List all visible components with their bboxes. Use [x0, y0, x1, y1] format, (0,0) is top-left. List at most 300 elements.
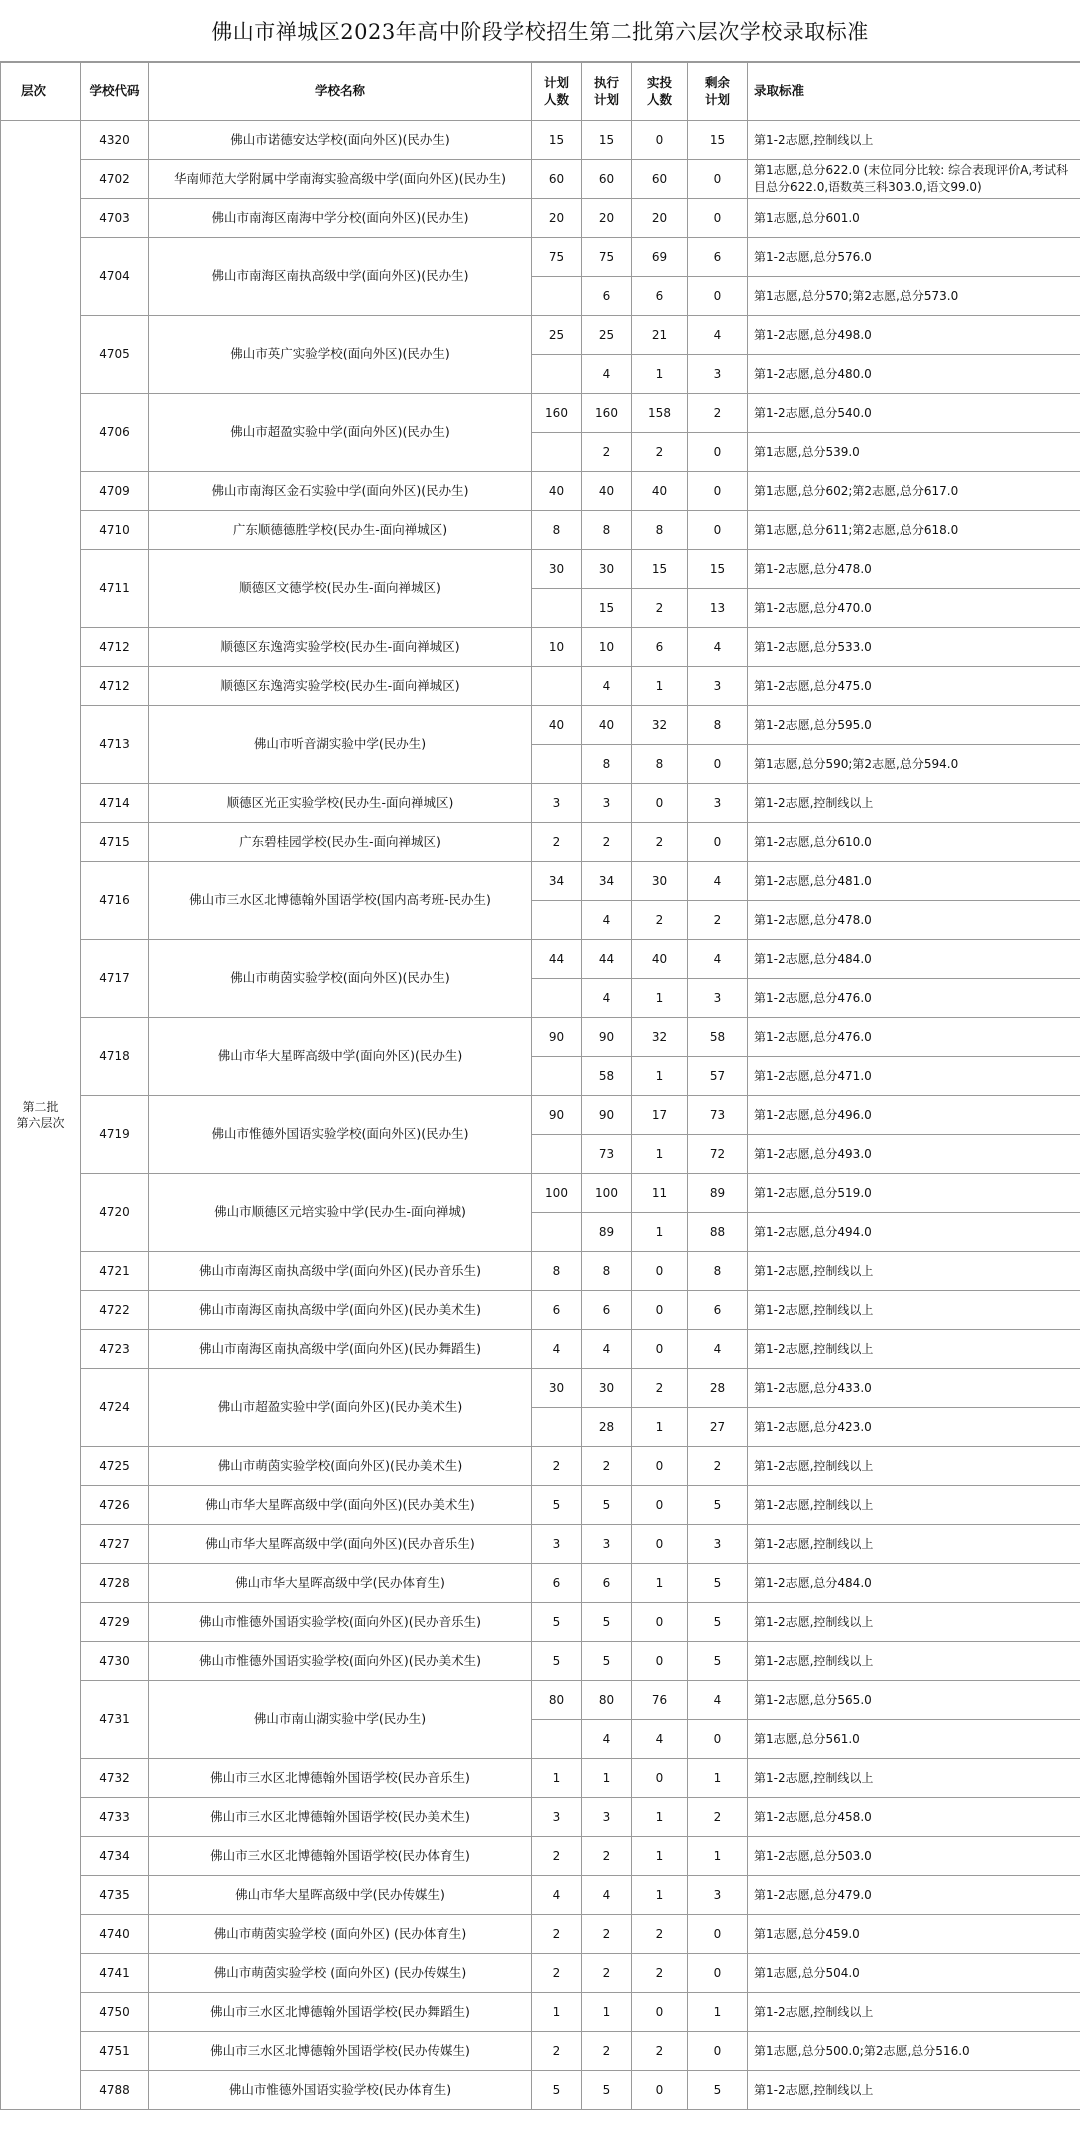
exec-plan: 40 — [582, 706, 632, 745]
header-exec: 执行 计划 — [582, 63, 632, 121]
remain-plan: 0 — [688, 199, 748, 238]
remain-plan: 4 — [688, 1330, 748, 1369]
table-row — [1, 2071, 1080, 2110]
plan-count: 80 — [532, 1681, 582, 1720]
actual-count: 76 — [632, 1681, 688, 1720]
table-row — [1, 1486, 1080, 1525]
admission-standard: 第1-2志愿,控制线以上 — [748, 1252, 1080, 1291]
school-name: 佛山市华大星晖高级中学(面向外区)(民办美术生) — [149, 1486, 532, 1525]
school-code: 4726 — [81, 1486, 149, 1525]
table-header-row — [1, 63, 1080, 121]
table-row — [1, 784, 1080, 823]
admission-standard: 第1-2志愿,总分433.0 — [748, 1369, 1080, 1408]
school-name: 顺德区文德学校(民办生-面向禅城区) — [149, 550, 532, 628]
actual-count: 6 — [632, 277, 688, 316]
actual-count: 0 — [632, 1291, 688, 1330]
admission-standard: 第1-2志愿,总分423.0 — [748, 1408, 1080, 1447]
school-name: 佛山市华大星晖高级中学(民办体育生) — [149, 1564, 532, 1603]
actual-count: 1 — [632, 1213, 688, 1252]
school-code: 4710 — [81, 511, 149, 550]
plan-count: 2 — [532, 1837, 582, 1876]
actual-count: 158 — [632, 394, 688, 433]
actual-count: 40 — [632, 472, 688, 511]
exec-plan: 60 — [582, 160, 632, 199]
school-name: 广东顺德德胜学校(民办生-面向禅城区) — [149, 511, 532, 550]
exec-plan: 4 — [582, 1876, 632, 1915]
remain-plan: 5 — [688, 1486, 748, 1525]
exec-plan: 8 — [582, 1252, 632, 1291]
school-name: 广东碧桂园学校(民办生-面向禅城区) — [149, 823, 532, 862]
admission-standard: 第1志愿,总分504.0 — [748, 1954, 1080, 1993]
plan-count: 5 — [532, 1486, 582, 1525]
school-code: 4734 — [81, 1837, 149, 1876]
plan-count-empty — [532, 1408, 582, 1447]
table-body — [1, 121, 1080, 2110]
school-code: 4740 — [81, 1915, 149, 1954]
school-code: 4730 — [81, 1642, 149, 1681]
exec-plan: 5 — [582, 2071, 632, 2110]
plan-count: 5 — [532, 1603, 582, 1642]
admission-standard: 第1-2志愿,控制线以上 — [748, 1330, 1080, 1369]
school-code: 4705 — [81, 316, 149, 394]
admission-standard: 第1-2志愿,总分494.0 — [748, 1213, 1080, 1252]
table-row — [1, 1915, 1080, 1954]
exec-plan: 80 — [582, 1681, 632, 1720]
school-name: 佛山市英广实验学校(面向外区)(民办生) — [149, 316, 532, 394]
admission-standard: 第1-2志愿,控制线以上 — [748, 1525, 1080, 1564]
school-code: 4702 — [81, 160, 149, 199]
school-name: 佛山市超盈实验中学(面向外区)(民办生) — [149, 394, 532, 472]
table-row — [1, 940, 1080, 979]
admission-standard: 第1志愿,总分601.0 — [748, 199, 1080, 238]
actual-count: 60 — [632, 160, 688, 199]
actual-count: 1 — [632, 979, 688, 1018]
plan-count: 30 — [532, 1369, 582, 1408]
exec-plan: 40 — [582, 472, 632, 511]
actual-count: 20 — [632, 199, 688, 238]
school-code: 4720 — [81, 1174, 149, 1252]
actual-count: 8 — [632, 511, 688, 550]
remain-plan: 13 — [688, 589, 748, 628]
exec-plan: 1 — [582, 1993, 632, 2032]
table-row — [1, 199, 1080, 238]
admission-standard: 第1-2志愿,总分565.0 — [748, 1681, 1080, 1720]
school-name: 佛山市惟德外国语实验学校(面向外区)(民办音乐生) — [149, 1603, 532, 1642]
level-cell: 第二批 第六层次 — [1, 121, 81, 2110]
remain-plan: 6 — [688, 1291, 748, 1330]
school-code: 4719 — [81, 1096, 149, 1174]
admission-standard: 第1-2志愿,总分480.0 — [748, 355, 1080, 394]
admission-standard: 第1-2志愿,总分576.0 — [748, 238, 1080, 277]
school-name: 佛山市华大星晖高级中学(民办传媒生) — [149, 1876, 532, 1915]
actual-count: 0 — [632, 1525, 688, 1564]
school-code: 4751 — [81, 2032, 149, 2071]
plan-count: 30 — [532, 550, 582, 589]
admission-standard: 第1-2志愿,总分484.0 — [748, 940, 1080, 979]
plan-count: 25 — [532, 316, 582, 355]
school-code: 4718 — [81, 1018, 149, 1096]
plan-count: 160 — [532, 394, 582, 433]
remain-plan: 4 — [688, 1681, 748, 1720]
remain-plan: 4 — [688, 940, 748, 979]
remain-plan: 2 — [688, 1798, 748, 1837]
exec-plan: 5 — [582, 1642, 632, 1681]
school-name: 佛山市三水区北博德翰外国语学校(民办舞蹈生) — [149, 1993, 532, 2032]
exec-plan: 4 — [582, 979, 632, 1018]
plan-count: 100 — [532, 1174, 582, 1213]
admission-standard: 第1-2志愿,总分478.0 — [748, 550, 1080, 589]
admission-standard: 第1-2志愿,控制线以上 — [748, 2071, 1080, 2110]
actual-count: 69 — [632, 238, 688, 277]
school-name: 佛山市超盈实验中学(面向外区)(民办美术生) — [149, 1369, 532, 1447]
school-code: 4706 — [81, 394, 149, 472]
exec-plan: 30 — [582, 550, 632, 589]
school-code: 4704 — [81, 238, 149, 316]
exec-plan: 4 — [582, 355, 632, 394]
actual-count: 0 — [632, 121, 688, 160]
actual-count: 1 — [632, 1135, 688, 1174]
exec-plan: 2 — [582, 433, 632, 472]
school-code: 4320 — [81, 121, 149, 160]
admission-standard: 第1-2志愿,总分493.0 — [748, 1135, 1080, 1174]
actual-count: 4 — [632, 1720, 688, 1759]
exec-plan: 3 — [582, 1798, 632, 1837]
school-code: 4733 — [81, 1798, 149, 1837]
exec-plan: 100 — [582, 1174, 632, 1213]
actual-count: 0 — [632, 784, 688, 823]
remain-plan: 0 — [688, 277, 748, 316]
remain-plan: 72 — [688, 1135, 748, 1174]
actual-count: 2 — [632, 2032, 688, 2071]
exec-plan: 30 — [582, 1369, 632, 1408]
actual-count: 6 — [632, 628, 688, 667]
remain-plan: 3 — [688, 1876, 748, 1915]
table-row — [1, 511, 1080, 550]
admission-standard: 第1-2志愿,总分503.0 — [748, 1837, 1080, 1876]
remain-plan: 89 — [688, 1174, 748, 1213]
school-name: 佛山市南山湖实验中学(民办生) — [149, 1681, 532, 1759]
remain-plan: 0 — [688, 2032, 748, 2071]
plan-count: 40 — [532, 472, 582, 511]
remain-plan: 5 — [688, 2071, 748, 2110]
table-row — [1, 238, 1080, 277]
actual-count: 0 — [632, 1642, 688, 1681]
actual-count: 1 — [632, 1408, 688, 1447]
school-code: 4717 — [81, 940, 149, 1018]
admission-standard: 第1志愿,总分602;第2志愿,总分617.0 — [748, 472, 1080, 511]
remain-plan: 8 — [688, 706, 748, 745]
table-row — [1, 550, 1080, 589]
school-code: 4732 — [81, 1759, 149, 1798]
school-code: 4722 — [81, 1291, 149, 1330]
remain-plan: 5 — [688, 1603, 748, 1642]
exec-plan: 4 — [582, 1330, 632, 1369]
exec-plan: 15 — [582, 589, 632, 628]
admission-standard: 第1-2志愿,总分484.0 — [748, 1564, 1080, 1603]
exec-plan: 2 — [582, 823, 632, 862]
table-row — [1, 2032, 1080, 2071]
admission-standard: 第1志愿,总分590;第2志愿,总分594.0 — [748, 745, 1080, 784]
plan-count-empty — [532, 745, 582, 784]
actual-count: 1 — [632, 667, 688, 706]
actual-count: 1 — [632, 1876, 688, 1915]
school-code: 4729 — [81, 1603, 149, 1642]
plan-count-empty — [532, 355, 582, 394]
plan-count: 6 — [532, 1291, 582, 1330]
remain-plan: 3 — [688, 1525, 748, 1564]
admission-standard: 第1-2志愿,总分458.0 — [748, 1798, 1080, 1837]
exec-plan: 10 — [582, 628, 632, 667]
school-code: 4723 — [81, 1330, 149, 1369]
table-row — [1, 1798, 1080, 1837]
school-code: 4741 — [81, 1954, 149, 1993]
school-name: 佛山市南海区南执高级中学(面向外区)(民办舞蹈生) — [149, 1330, 532, 1369]
actual-count: 1 — [632, 1057, 688, 1096]
remain-plan: 1 — [688, 1993, 748, 2032]
exec-plan: 3 — [582, 1525, 632, 1564]
plan-count: 20 — [532, 199, 582, 238]
table-row — [1, 1681, 1080, 1720]
header-actual: 实投 人数 — [632, 63, 688, 121]
page-title: 佛山市禅城区2023年高中阶段学校招生第二批第六层次学校录取标准 — [0, 0, 1080, 62]
admission-standard: 第1志愿,总分561.0 — [748, 1720, 1080, 1759]
remain-plan: 0 — [688, 745, 748, 784]
exec-plan: 6 — [582, 1564, 632, 1603]
remain-plan: 6 — [688, 238, 748, 277]
school-name: 佛山市三水区北博德翰外国语学校(民办美术生) — [149, 1798, 532, 1837]
plan-count-empty — [532, 1057, 582, 1096]
school-code: 4713 — [81, 706, 149, 784]
plan-count: 90 — [532, 1096, 582, 1135]
table-row — [1, 1330, 1080, 1369]
table-row — [1, 1369, 1080, 1408]
remain-plan: 0 — [688, 160, 748, 199]
actual-count: 32 — [632, 706, 688, 745]
school-code: 4709 — [81, 472, 149, 511]
school-code: 4731 — [81, 1681, 149, 1759]
admission-standard: 第1-2志愿,总分471.0 — [748, 1057, 1080, 1096]
exec-plan: 34 — [582, 862, 632, 901]
remain-plan: 2 — [688, 394, 748, 433]
remain-plan: 4 — [688, 862, 748, 901]
remain-plan: 88 — [688, 1213, 748, 1252]
exec-plan: 15 — [582, 121, 632, 160]
plan-count: 2 — [532, 2032, 582, 2071]
table-row — [1, 1993, 1080, 2032]
plan-count: 10 — [532, 628, 582, 667]
exec-plan: 58 — [582, 1057, 632, 1096]
actual-count: 1 — [632, 1837, 688, 1876]
remain-plan: 0 — [688, 1954, 748, 1993]
school-name: 顺德区东逸湾实验学校(民办生-面向禅城区) — [149, 667, 532, 706]
actual-count: 0 — [632, 1447, 688, 1486]
admission-standard: 第1志愿,总分622.0 (末位同分比较: 综合表现评价A,考试科目总分622.0,语数英三科303.0,语文99.0) — [748, 160, 1080, 199]
school-code: 4703 — [81, 199, 149, 238]
remain-plan: 27 — [688, 1408, 748, 1447]
admission-standard: 第1志愿,总分611;第2志愿,总分618.0 — [748, 511, 1080, 550]
plan-count-empty — [532, 1135, 582, 1174]
exec-plan: 8 — [582, 745, 632, 784]
school-name: 佛山市南海区金石实验中学(面向外区)(民办生) — [149, 472, 532, 511]
remain-plan: 15 — [688, 121, 748, 160]
actual-count: 0 — [632, 1759, 688, 1798]
remain-plan: 57 — [688, 1057, 748, 1096]
table-row — [1, 1174, 1080, 1213]
actual-count: 0 — [632, 1486, 688, 1525]
admission-standard: 第1-2志愿,控制线以上 — [748, 1642, 1080, 1681]
admission-standard: 第1-2志愿,总分476.0 — [748, 1018, 1080, 1057]
remain-plan: 0 — [688, 823, 748, 862]
table-row — [1, 160, 1080, 199]
plan-count: 2 — [532, 1954, 582, 1993]
actual-count: 32 — [632, 1018, 688, 1057]
exec-plan: 6 — [582, 277, 632, 316]
table-row — [1, 1954, 1080, 1993]
header-plan: 计划 人数 — [532, 63, 582, 121]
table-row — [1, 1759, 1080, 1798]
exec-plan: 6 — [582, 1291, 632, 1330]
plan-count: 1 — [532, 1993, 582, 2032]
plan-count: 5 — [532, 2071, 582, 2110]
header-level: 层次 — [1, 63, 81, 121]
plan-count: 8 — [532, 1252, 582, 1291]
remain-plan: 58 — [688, 1018, 748, 1057]
school-name: 佛山市南海区南海中学分校(面向外区)(民办生) — [149, 199, 532, 238]
plan-count-empty — [532, 1720, 582, 1759]
school-name: 佛山市南海区南执高级中学(面向外区)(民办美术生) — [149, 1291, 532, 1330]
exec-plan: 5 — [582, 1486, 632, 1525]
school-code: 4728 — [81, 1564, 149, 1603]
remain-plan: 8 — [688, 1252, 748, 1291]
table-row — [1, 316, 1080, 355]
table-row — [1, 1252, 1080, 1291]
remain-plan: 3 — [688, 979, 748, 1018]
admission-standard: 第1志愿,总分500.0;第2志愿,总分516.0 — [748, 2032, 1080, 2071]
admission-standard: 第1-2志愿,总分479.0 — [748, 1876, 1080, 1915]
remain-plan: 1 — [688, 1759, 748, 1798]
remain-plan: 0 — [688, 433, 748, 472]
actual-count: 2 — [632, 433, 688, 472]
plan-count: 3 — [532, 1798, 582, 1837]
exec-plan: 20 — [582, 199, 632, 238]
school-code: 4750 — [81, 1993, 149, 2032]
school-name: 顺德区光正实验学校(民办生-面向禅城区) — [149, 784, 532, 823]
table-row — [1, 1564, 1080, 1603]
admission-standard: 第1-2志愿,控制线以上 — [748, 1291, 1080, 1330]
plan-count: 40 — [532, 706, 582, 745]
school-name: 佛山市惟德外国语实验学校(面向外区)(民办美术生) — [149, 1642, 532, 1681]
actual-count: 2 — [632, 901, 688, 940]
actual-count: 1 — [632, 1798, 688, 1837]
exec-plan: 90 — [582, 1096, 632, 1135]
remain-plan: 3 — [688, 784, 748, 823]
exec-plan: 5 — [582, 1603, 632, 1642]
remain-plan: 0 — [688, 1720, 748, 1759]
admission-standard: 第1-2志愿,总分519.0 — [748, 1174, 1080, 1213]
table-row — [1, 1291, 1080, 1330]
exec-plan: 28 — [582, 1408, 632, 1447]
remain-plan: 5 — [688, 1564, 748, 1603]
admission-table — [0, 62, 1080, 2110]
actual-count: 40 — [632, 940, 688, 979]
admission-standard: 第1志愿,总分539.0 — [748, 433, 1080, 472]
school-name: 佛山市三水区北博德翰外国语学校(民办音乐生) — [149, 1759, 532, 1798]
plan-count-empty — [532, 277, 582, 316]
header-name: 学校名称 — [149, 63, 532, 121]
remain-plan: 4 — [688, 316, 748, 355]
plan-count: 6 — [532, 1564, 582, 1603]
school-name: 佛山市萌茵实验学校(面向外区)(民办生) — [149, 940, 532, 1018]
admission-standard: 第1-2志愿,总分476.0 — [748, 979, 1080, 1018]
actual-count: 30 — [632, 862, 688, 901]
actual-count: 17 — [632, 1096, 688, 1135]
actual-count: 2 — [632, 1915, 688, 1954]
actual-count: 1 — [632, 1564, 688, 1603]
actual-count: 2 — [632, 823, 688, 862]
header-remain: 剩余 计划 — [688, 63, 748, 121]
table-row — [1, 628, 1080, 667]
table-row — [1, 706, 1080, 745]
plan-count: 60 — [532, 160, 582, 199]
table-row — [1, 472, 1080, 511]
exec-plan: 75 — [582, 238, 632, 277]
admission-standard: 第1-2志愿,控制线以上 — [748, 121, 1080, 160]
plan-count-empty — [532, 901, 582, 940]
school-name: 佛山市听音湖实验中学(民办生) — [149, 706, 532, 784]
plan-count-empty — [532, 589, 582, 628]
plan-count: 90 — [532, 1018, 582, 1057]
admission-standard: 第1-2志愿,总分533.0 — [748, 628, 1080, 667]
actual-count: 0 — [632, 2071, 688, 2110]
table-row — [1, 1876, 1080, 1915]
table-row — [1, 1525, 1080, 1564]
admission-standard: 第1-2志愿,总分478.0 — [748, 901, 1080, 940]
exec-plan: 4 — [582, 1720, 632, 1759]
actual-count: 8 — [632, 745, 688, 784]
table-row — [1, 823, 1080, 862]
remain-plan: 5 — [688, 1642, 748, 1681]
school-code: 4788 — [81, 2071, 149, 2110]
exec-plan: 160 — [582, 394, 632, 433]
header-code: 学校代码 — [81, 63, 149, 121]
admission-standard: 第1-2志愿,控制线以上 — [748, 784, 1080, 823]
remain-plan: 3 — [688, 355, 748, 394]
actual-count: 0 — [632, 1330, 688, 1369]
admission-standard: 第1-2志愿,总分540.0 — [748, 394, 1080, 433]
admission-standard: 第1-2志愿,总分498.0 — [748, 316, 1080, 355]
school-name: 佛山市萌茵实验学校 (面向外区) (民办体育生) — [149, 1915, 532, 1954]
remain-plan: 0 — [688, 511, 748, 550]
plan-count: 8 — [532, 511, 582, 550]
actual-count: 2 — [632, 1369, 688, 1408]
exec-plan: 2 — [582, 1954, 632, 1993]
actual-count: 1 — [632, 355, 688, 394]
table-row — [1, 394, 1080, 433]
exec-plan: 2 — [582, 1837, 632, 1876]
admission-standard: 第1-2志愿,总分470.0 — [748, 589, 1080, 628]
remain-plan: 15 — [688, 550, 748, 589]
actual-count: 15 — [632, 550, 688, 589]
remain-plan: 28 — [688, 1369, 748, 1408]
admission-standard: 第1-2志愿,控制线以上 — [748, 1486, 1080, 1525]
header-std: 录取标准 — [748, 63, 1080, 121]
remain-plan: 1 — [688, 1837, 748, 1876]
table-row — [1, 121, 1080, 160]
exec-plan: 2 — [582, 2032, 632, 2071]
table-row — [1, 1603, 1080, 1642]
school-name: 佛山市惟德外国语实验学校(民办体育生) — [149, 2071, 532, 2110]
remain-plan: 73 — [688, 1096, 748, 1135]
